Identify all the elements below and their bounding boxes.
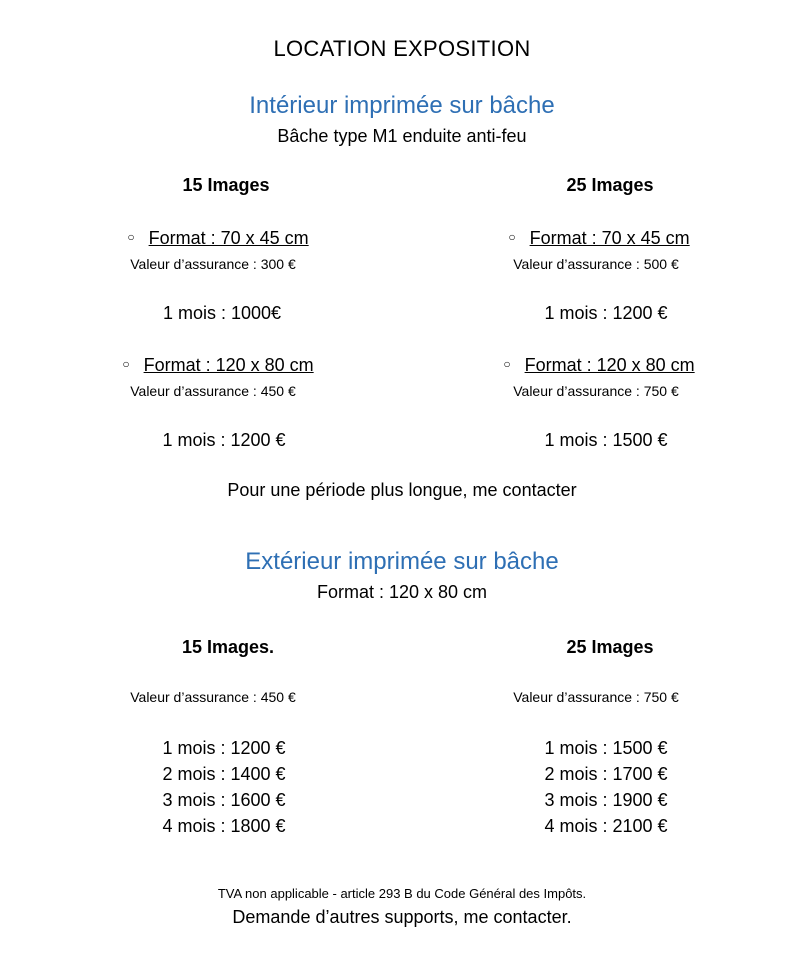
exterior-subtitle: Format : 120 x 80 cm [316, 582, 488, 602]
interior-subtitle: Bâche type M1 enduite anti-feu [277, 126, 527, 146]
interior-right-format-2 [429, 355, 769, 376]
exterior-right-price-3: 3 mois : 1900 € [544, 790, 668, 810]
interior-left-insurance-2: Valeur d’assurance : 450 € [130, 383, 296, 399]
format-label: Format : 70 x 45 cm [148, 228, 309, 248]
exterior-right-price-1: 1 mois : 1500 € [544, 738, 668, 758]
format-label: Format : 70 x 45 cm [529, 228, 690, 248]
exterior-right-price-4: 4 mois : 2100 € [544, 816, 668, 836]
interior-right-heading: 25 Images [566, 175, 654, 195]
exterior-right-heading: 25 Images [566, 637, 654, 657]
interior-right-insurance-2: Valeur d’assurance : 750 € [513, 383, 679, 399]
exterior-left-price-3: 3 mois : 1600 € [162, 790, 286, 810]
interior-left-price-1: 1 mois : 1000€ [162, 303, 282, 323]
interior-right-format-1 [429, 228, 769, 249]
format-label: Format : 120 x 80 cm [143, 355, 314, 375]
exterior-left-heading: 15 Images. [181, 637, 275, 657]
bullet-circle-icon: ○ [503, 357, 511, 371]
interior-note: Pour une période plus longue, me contacter [227, 480, 577, 500]
bullet-circle-icon: ○ [122, 357, 130, 371]
interior-right-price-1: 1 mois : 1200 € [544, 303, 668, 323]
interior-left-insurance-1: Valeur d’assurance : 300 € [130, 256, 296, 272]
contact-note: Demande d’autres supports, me contacter. [232, 907, 572, 927]
exterior-left-price-2: 2 mois : 1400 € [162, 764, 286, 784]
exterior-right-insurance: Valeur d’assurance : 750 € [513, 689, 679, 705]
interior-right-insurance-1: Valeur d’assurance : 500 € [513, 256, 679, 272]
interior-left-price-2: 1 mois : 1200 € [162, 430, 286, 450]
exterior-right-price-2: 2 mois : 1700 € [544, 764, 668, 784]
exterior-left-price-1: 1 mois : 1200 € [162, 738, 286, 758]
exterior-left-price-4: 4 mois : 1800 € [162, 816, 286, 836]
interior-left-heading: 15 Images [182, 175, 270, 195]
interior-heading: Intérieur imprimée sur bâche [249, 92, 555, 119]
exterior-left-insurance: Valeur d’assurance : 450 € [130, 689, 296, 705]
exterior-heading: Extérieur imprimée sur bâche [245, 548, 559, 575]
interior-right-price-2: 1 mois : 1500 € [544, 430, 668, 450]
page-title: LOCATION EXPOSITION [273, 36, 531, 61]
bullet-circle-icon: ○ [508, 230, 516, 244]
interior-left-format-2 [48, 355, 388, 376]
bullet-circle-icon: ○ [127, 230, 135, 244]
tva-note: TVA non applicable - article 293 B du Code Général des Impôts. [217, 886, 587, 901]
interior-left-format-1 [48, 228, 388, 249]
format-label: Format : 120 x 80 cm [524, 355, 695, 375]
